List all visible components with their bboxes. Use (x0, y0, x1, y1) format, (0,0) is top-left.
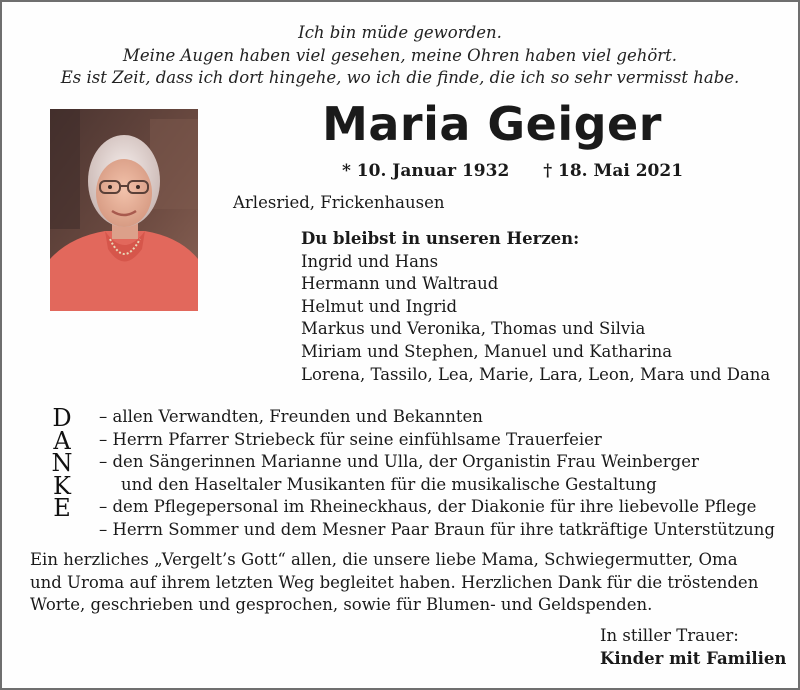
danke-letter: D (52, 404, 72, 432)
family-member: Ingrid und Hans (301, 251, 439, 271)
danke-vertical-word (48, 404, 76, 523)
thanks-line: Ein herzliches „Vergelt’s Gott“ allen, die unsere liebe Mama, Schwiegermutter, Oma (30, 550, 738, 569)
family-member: Miriam und Stephen, Manuel und Katharina (301, 341, 673, 361)
deceased-name: Maria Geiger (322, 97, 662, 151)
family-member: Lorena, Tassilo, Lea, Marie, Lara, Leon, Mara und Dana (301, 364, 771, 384)
danke-list (99, 406, 775, 541)
life-dates (342, 159, 683, 183)
portrait-photo (50, 109, 198, 311)
family-heading: Du bleibst in unseren Herzen: (301, 229, 580, 248)
family-list (301, 228, 770, 386)
danke-letter: A (53, 426, 71, 455)
danke-letter: E (53, 494, 71, 523)
thanks-line: Worte, geschrieben und gesprochen, sowie für Blumen- und Geldspenden. (30, 595, 653, 614)
death-date: † 18. Mai 2021 (543, 161, 684, 181)
birth-date: * 10. Januar 1932 (342, 161, 510, 181)
danke-line: – dem Pflegepersonal im Rheineckhaus, der Diakonie für ihre liebevolle Pflege (99, 497, 757, 516)
danke-line: und den Haseltaler Musikanten für die musikalische Gestaltung (121, 474, 657, 494)
poem-line: Ich bin müde geworden. (298, 23, 502, 42)
signature-who: Kinder mit Familien (600, 648, 787, 668)
thanks-paragraph (30, 549, 780, 617)
signature-intro: In stiller Trauer: (600, 626, 739, 645)
danke-letter: K (53, 471, 71, 500)
danke-line: – den Sängerinnen Marianne und Ulla, der Organistin Frau Weinberger (99, 452, 699, 471)
family-member: Markus und Veronika, Thomas und Silvia (301, 319, 646, 339)
thanks-line: und Uroma auf ihrem letzten Weg begleitet haben. Herzlichen Dank für die tröstenden (30, 572, 759, 592)
family-member: Helmut und Ingrid (301, 296, 458, 316)
danke-letter: N (51, 449, 73, 478)
poem (2, 22, 798, 90)
family-member: Hermann und Waltraud (301, 274, 499, 294)
signature (600, 625, 786, 670)
danke-line: – Herrn Sommer und dem Mesner Paar Braun für ihre tatkräftige Unterstützung (99, 519, 775, 539)
danke-line: – Herrn Pfarrer Striebeck für seine einfühlsame Trauerfeier (99, 429, 602, 449)
poem-line: Es ist Zeit, dass ich dort hingehe, wo ich die finde, die ich so sehr vermisst habe. (60, 68, 740, 87)
poem-line: Meine Augen haben viel gesehen, meine Ohren haben viel gehört. (122, 45, 678, 65)
danke-line: – allen Verwandten, Freunden und Bekannten (99, 407, 483, 426)
residence: Arlesried, Frickenhausen (233, 193, 445, 212)
